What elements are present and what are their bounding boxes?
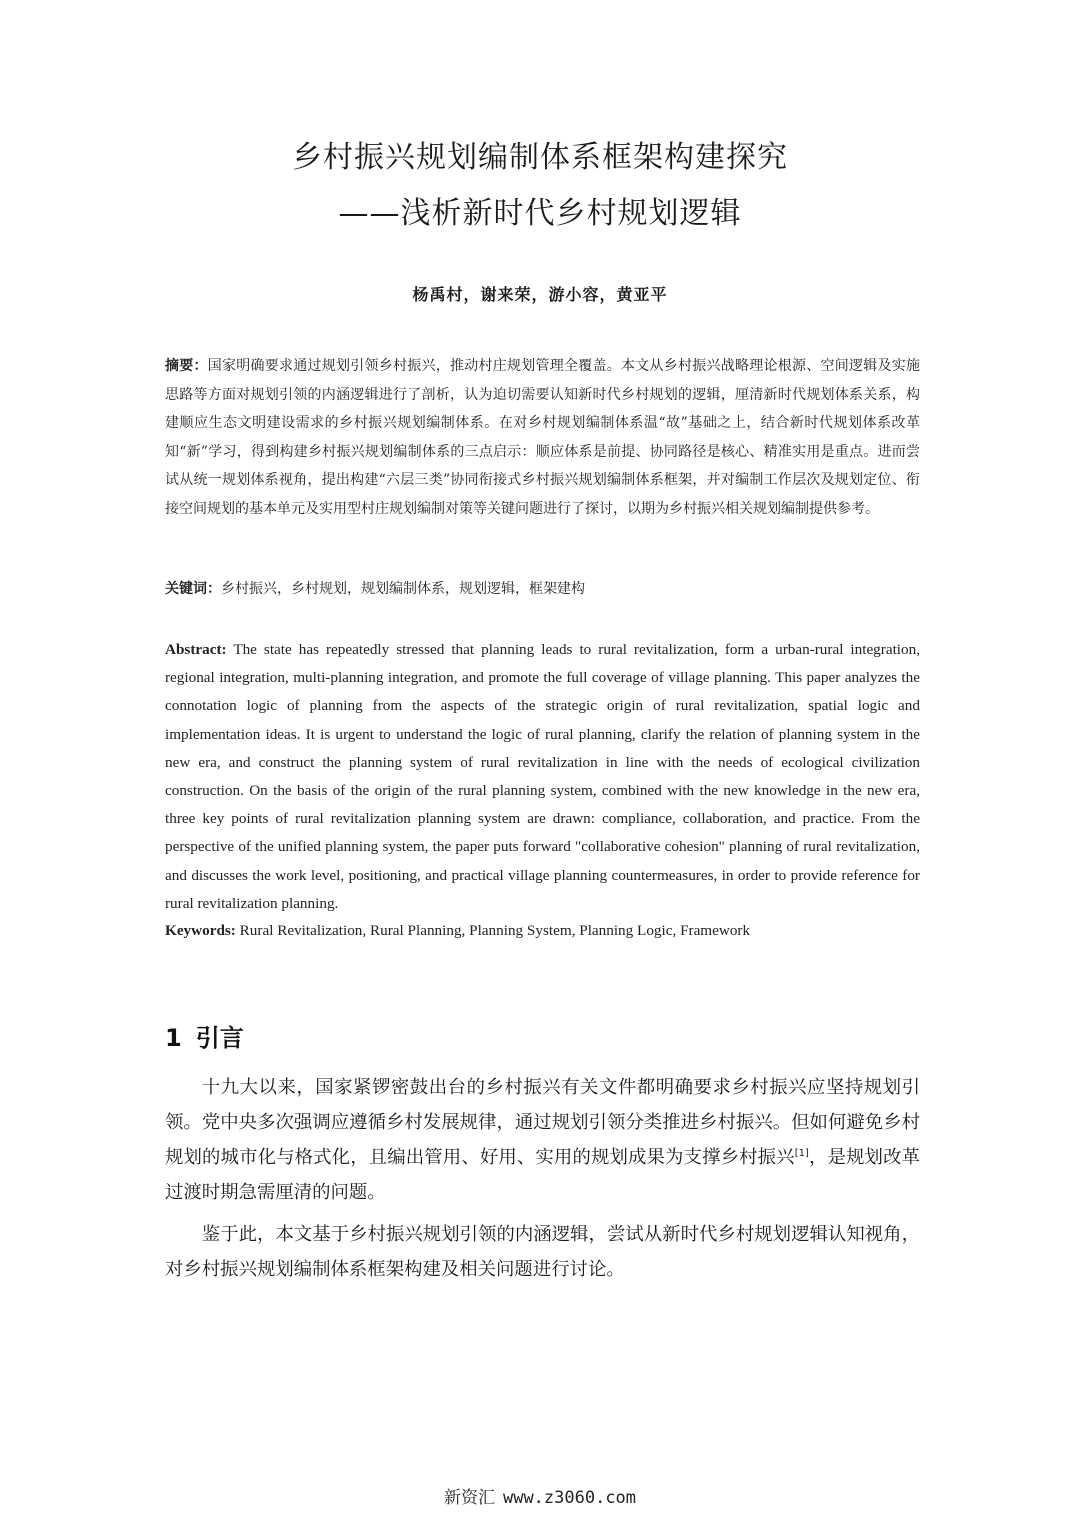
citation-ref[interactable]: [1] [794, 1147, 809, 1159]
paper-subtitle: ——浅析新时代乡村规划逻辑 [338, 196, 742, 231]
chinese-abstract [165, 352, 920, 523]
english-keywords [165, 917, 920, 945]
section-number: 1 [165, 1024, 182, 1052]
paragraph-text: ，是规划改革过渡时期急需厘清的问题。 [165, 1147, 920, 1203]
chinese-keywords-text: 乡村振兴，乡村规划，规划编制体系，规划逻辑，框架建构 [221, 581, 585, 597]
section-title: 引言 [195, 1024, 244, 1052]
author-list: 杨禹村，谢来荣，游小容，黄亚平 [412, 285, 668, 304]
body-paragraph: 鉴于此，本文基于乡村振兴规划引领的内涵逻辑，尝试从新时代乡村规划逻辑认知视角，对乡村振兴规划编制体系框架构建及相关问题进行讨论。 [165, 1224, 920, 1280]
chinese-abstract-text: 国家明确要求通过规划引领乡村振兴，推动村庄规划管理全覆盖。本文从乡村振兴战略理论根源、空间逻辑及实施思路等方面对规划引领的内涵逻辑进行了剖析，认为迫切需要认知新时代乡村规划的逻辑，厘清新时代规划体系关系，构建顺应生态文明建设需求的乡村振兴规划编制体系。在对乡村规划编制体系温“故”基础之上，结合新时代规划体系改革知“新”学习，得到构建乡村振兴规划编制体系的三点启示：顺应体系是前提、协同路径是核心、精准实用是重点。进而尝试从统一规划体系视角，提出构建“六层三类”协同衔接式乡村振兴规划编制体系框架，并对编制工作层次及规划定位、衔接空间规划的基本单元及实用型村庄规划编制对策等关键问题进行了探讨，以期为乡村振兴相关规划编制提供参考。 [165, 358, 920, 517]
body-paragraph [165, 1070, 920, 1210]
english-abstract-label: Abstract: [165, 641, 227, 658]
english-abstract [165, 636, 920, 918]
footer-url[interactable]: www.z3060.com [502, 1488, 637, 1508]
english-keywords-label: Keywords: [165, 922, 236, 939]
chinese-keywords [165, 575, 920, 603]
english-keywords-text: Rural Revitalization, Rural Planning, Planning System, Planning Logic, Framework [239, 922, 751, 939]
chinese-abstract-label: 摘要： [165, 358, 208, 374]
page-footer [0, 1483, 1080, 1508]
paper-title: 乡村振兴规划编制体系框架构建探究 [292, 140, 788, 175]
english-abstract-text: The state has repeatedly stressed that planning leads to rural revitalization, form a urban-rural integration, regional integration, multi-planning integration, and promote the full coverage of village planning. This paper analyzes the connotation logic of planning from the aspects of the strategic origin of rural revitalization, spatial logic and implementation ideas. It is urgent to understand the logic of rural planning, clarify the relation of planning system in the new era, and construct the planning system of rural revitalization in line with the needs of ecological civilization construction. On the basis of the origin of the rural planning system, combined with the new knowledge in the new era, three key points of rural revitalization planning system are drawn: compliance, collaboration, and practice. From the perspective of the unified planning system, the paper puts forward "collaborative cohesion" planning of rural revitalization, and discusses the work level, positioning, and practical village planning countermeasures, in order to provide reference for rural revitalization planning. [165, 641, 920, 912]
chinese-keywords-label: 关键词： [165, 581, 221, 597]
footer-site-name: 新资汇 [443, 1488, 495, 1508]
paragraph-text: 十九大以来，国家紧锣密鼓出台的乡村振兴有关文件都明确要求乡村振兴应坚持规划引领。党中央多次强调应遵循乡村发展规律，通过规划引领分类推进乡村振兴。但如何避免乡村规划的城市化与格式化，且编出管用、好用、实用的规划成果为支撑乡村振兴 [165, 1077, 920, 1168]
section-heading [165, 1018, 244, 1053]
